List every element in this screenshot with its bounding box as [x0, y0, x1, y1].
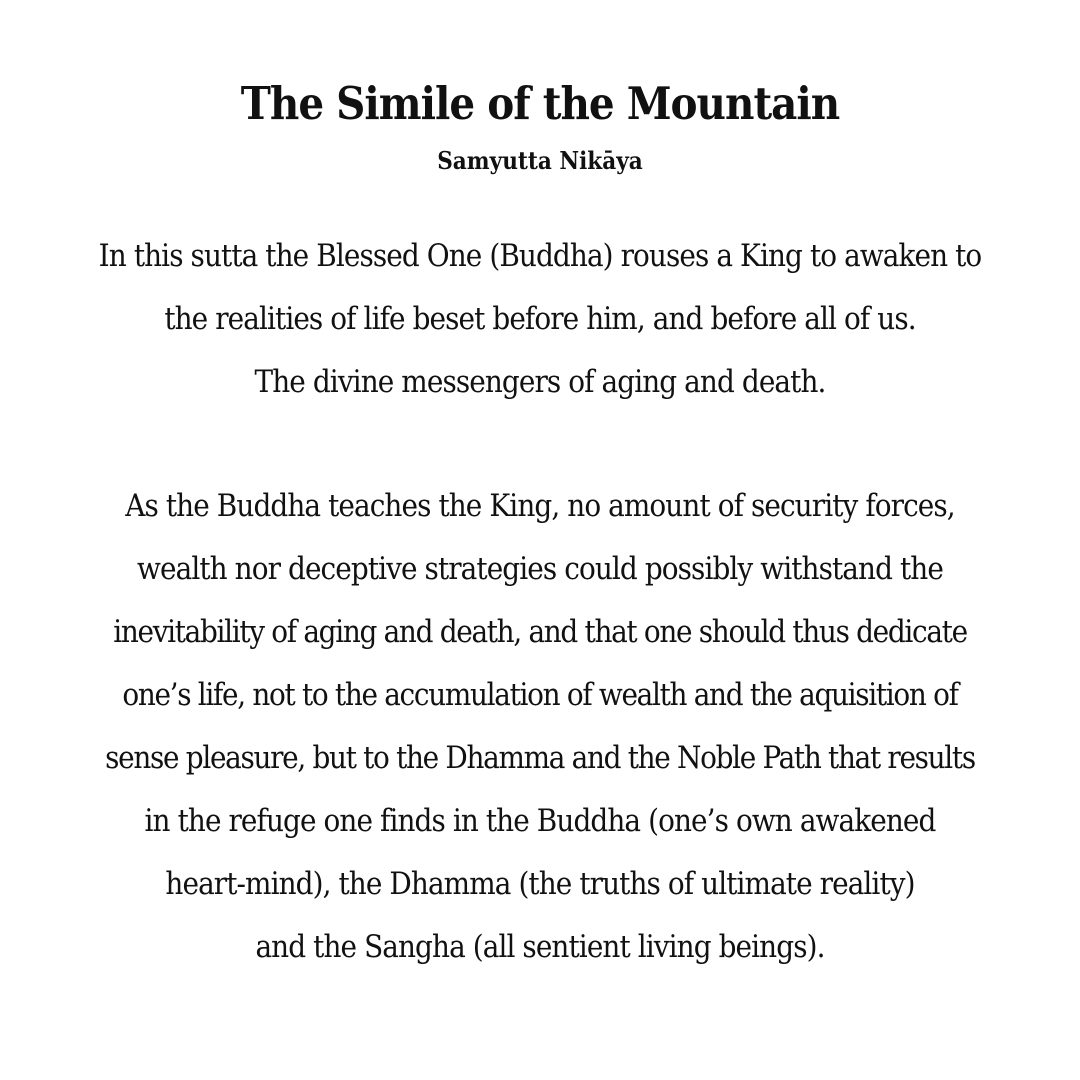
paragraph-line: In this sutta the Blessed One (Buddha) rouses a King to awaken to — [98, 238, 982, 274]
page-title: The Simile of the Mountain — [240, 77, 840, 130]
teaching-paragraph — [0, 475, 1080, 979]
paragraph-line: The divine messengers of aging and death. — [254, 364, 826, 400]
paragraph-line: one’s life, not to the accumulation of wealth and the aquisition of — [122, 677, 958, 713]
paragraph-line: heart-mind), the Dhamma (the truths of ultimate reality) — [165, 866, 915, 902]
paragraph-line: inevitability of aging and death, and that one should thus dedicate — [113, 614, 967, 650]
intro-paragraph — [0, 225, 1080, 414]
paragraph-line: sense pleasure, but to the Dhamma and the Noble Path that results — [105, 740, 975, 776]
paragraph-line: in the refuge one finds in the Buddha (one’s own awakened — [144, 803, 936, 839]
paragraph-line: wealth nor deceptive strategies could possibly withstand the — [137, 551, 943, 587]
paragraph-line: As the Buddha teaches the King, no amount of security forces, — [125, 488, 955, 524]
page-subtitle: Samyutta Nikāya — [437, 146, 643, 175]
paragraph-line: and the Sangha (all sentient living beings). — [255, 929, 825, 965]
paragraph-line: the realities of life beset before him, and before all of us. — [164, 301, 916, 337]
